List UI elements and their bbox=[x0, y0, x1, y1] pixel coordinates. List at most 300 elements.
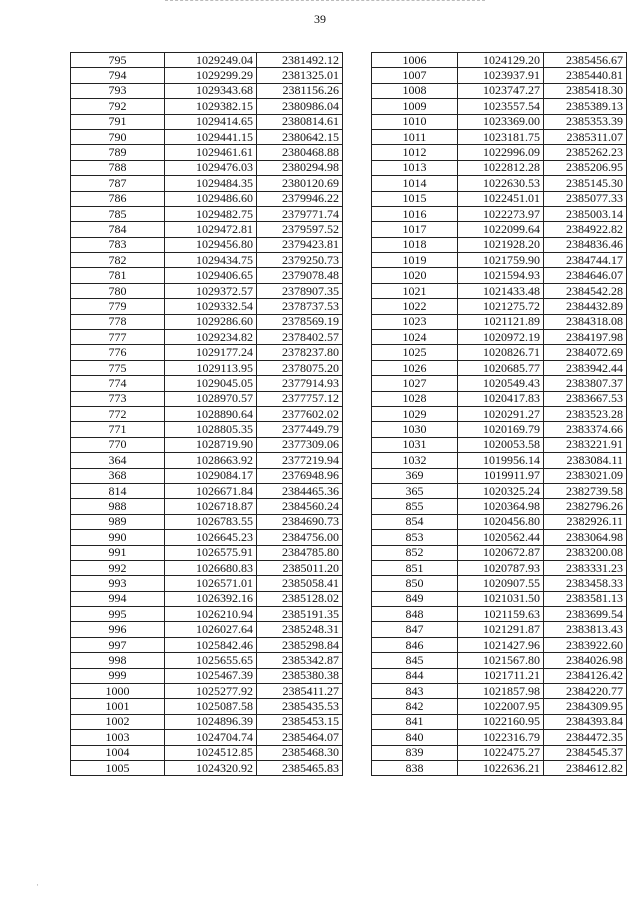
point-number-cell: 1005 bbox=[71, 760, 165, 775]
table-row bbox=[71, 453, 343, 468]
point-number-cell: 844 bbox=[372, 668, 458, 683]
y-coordinate-cell: 2379078.48 bbox=[257, 268, 343, 283]
y-coordinate-cell: 2383221.91 bbox=[544, 437, 627, 452]
table-row bbox=[372, 68, 627, 83]
y-coordinate-cell: 2380294.98 bbox=[257, 160, 343, 175]
table-row bbox=[372, 591, 627, 606]
table-row bbox=[71, 99, 343, 114]
table-row bbox=[372, 299, 627, 314]
table-row bbox=[372, 714, 627, 729]
x-coordinate-cell: 1020787.93 bbox=[458, 560, 544, 575]
x-coordinate-cell: 1029441.15 bbox=[165, 129, 257, 144]
y-coordinate-cell: 2379771.74 bbox=[257, 206, 343, 221]
table-row bbox=[71, 176, 343, 191]
x-coordinate-cell: 1026210.94 bbox=[165, 607, 257, 622]
table-row bbox=[372, 114, 627, 129]
table-row bbox=[71, 68, 343, 83]
y-coordinate-cell: 2384220.77 bbox=[544, 684, 627, 699]
point-number-cell: 1012 bbox=[372, 145, 458, 160]
y-coordinate-cell: 2380986.04 bbox=[257, 99, 343, 114]
point-number-cell: 1006 bbox=[372, 53, 458, 68]
point-number-cell: 778 bbox=[71, 314, 165, 329]
table-row bbox=[71, 145, 343, 160]
table-row bbox=[71, 653, 343, 668]
table-row bbox=[372, 607, 627, 622]
table-row bbox=[71, 129, 343, 144]
table-row bbox=[372, 668, 627, 683]
point-number-cell: 1032 bbox=[372, 453, 458, 468]
point-number-cell: 1011 bbox=[372, 129, 458, 144]
point-number-cell: 850 bbox=[372, 576, 458, 591]
x-coordinate-cell: 1020169.79 bbox=[458, 422, 544, 437]
point-number-cell: 1014 bbox=[372, 176, 458, 191]
table-row bbox=[71, 253, 343, 268]
y-coordinate-cell: 2381156.26 bbox=[257, 83, 343, 98]
table-row bbox=[372, 499, 627, 514]
point-number-cell: 846 bbox=[372, 637, 458, 652]
point-number-cell: 1028 bbox=[372, 391, 458, 406]
point-number-cell: 1019 bbox=[372, 253, 458, 268]
point-number-cell: 776 bbox=[71, 345, 165, 360]
y-coordinate-cell: 2384432.89 bbox=[544, 299, 627, 314]
x-coordinate-cell: 1029299.29 bbox=[165, 68, 257, 83]
x-coordinate-cell: 1021928.20 bbox=[458, 237, 544, 252]
x-coordinate-cell: 1023937.91 bbox=[458, 68, 544, 83]
point-number-cell: 365 bbox=[372, 483, 458, 498]
point-number-cell: 842 bbox=[372, 699, 458, 714]
x-coordinate-cell: 1021857.98 bbox=[458, 684, 544, 699]
table-row bbox=[71, 668, 343, 683]
table-row bbox=[71, 499, 343, 514]
table-row bbox=[372, 745, 627, 760]
x-coordinate-cell: 1025087.58 bbox=[165, 699, 257, 714]
x-coordinate-cell: 1029045.05 bbox=[165, 376, 257, 391]
table-row bbox=[71, 53, 343, 68]
x-coordinate-cell: 1019911.97 bbox=[458, 468, 544, 483]
point-number-cell: 814 bbox=[71, 483, 165, 498]
x-coordinate-cell: 1024704.74 bbox=[165, 730, 257, 745]
table-row bbox=[71, 376, 343, 391]
y-coordinate-cell: 2383813.43 bbox=[544, 622, 627, 637]
x-coordinate-cell: 1022007.95 bbox=[458, 699, 544, 714]
point-number-cell: 1002 bbox=[71, 714, 165, 729]
x-coordinate-cell: 1020826.71 bbox=[458, 345, 544, 360]
x-coordinate-cell: 1028663.92 bbox=[165, 453, 257, 468]
table-row bbox=[372, 530, 627, 545]
point-number-cell: 794 bbox=[71, 68, 165, 83]
x-coordinate-cell: 1029084.17 bbox=[165, 468, 257, 483]
point-number-cell: 1020 bbox=[372, 268, 458, 283]
point-number-cell: 782 bbox=[71, 253, 165, 268]
point-number-cell: 1018 bbox=[372, 237, 458, 252]
y-coordinate-cell: 2384744.17 bbox=[544, 253, 627, 268]
y-coordinate-cell: 2382796.26 bbox=[544, 499, 627, 514]
point-number-cell: 852 bbox=[372, 545, 458, 560]
point-number-cell: 1021 bbox=[372, 283, 458, 298]
x-coordinate-cell: 1028970.57 bbox=[165, 391, 257, 406]
table-row bbox=[71, 160, 343, 175]
table-row bbox=[372, 314, 627, 329]
table-row bbox=[372, 453, 627, 468]
table-row bbox=[71, 607, 343, 622]
x-coordinate-cell: 1022451.01 bbox=[458, 191, 544, 206]
table-row bbox=[71, 468, 343, 483]
point-number-cell: 993 bbox=[71, 576, 165, 591]
y-coordinate-cell: 2385311.07 bbox=[544, 129, 627, 144]
point-number-cell: 841 bbox=[372, 714, 458, 729]
table-row bbox=[372, 268, 627, 283]
table-row bbox=[71, 406, 343, 421]
y-coordinate-cell: 2384472.35 bbox=[544, 730, 627, 745]
table-row bbox=[372, 160, 627, 175]
point-number-cell: 848 bbox=[372, 607, 458, 622]
point-number-cell: 1030 bbox=[372, 422, 458, 437]
point-number-cell: 1022 bbox=[372, 299, 458, 314]
point-number-cell: 989 bbox=[71, 514, 165, 529]
point-number-cell: 1016 bbox=[372, 206, 458, 221]
point-number-cell: 992 bbox=[71, 560, 165, 575]
table-row bbox=[71, 730, 343, 745]
x-coordinate-cell: 1020672.87 bbox=[458, 545, 544, 560]
y-coordinate-cell: 2385411.27 bbox=[257, 684, 343, 699]
x-coordinate-cell: 1029234.82 bbox=[165, 330, 257, 345]
y-coordinate-cell: 2384309.95 bbox=[544, 699, 627, 714]
x-coordinate-cell: 1026027.64 bbox=[165, 622, 257, 637]
table-row bbox=[372, 637, 627, 652]
y-coordinate-cell: 2383807.37 bbox=[544, 376, 627, 391]
x-coordinate-cell: 1029434.75 bbox=[165, 253, 257, 268]
y-coordinate-cell: 2385145.30 bbox=[544, 176, 627, 191]
point-number-cell: 783 bbox=[71, 237, 165, 252]
table-row bbox=[372, 237, 627, 252]
x-coordinate-cell: 1022812.28 bbox=[458, 160, 544, 175]
x-coordinate-cell: 1021759.90 bbox=[458, 253, 544, 268]
x-coordinate-cell: 1029484.35 bbox=[165, 176, 257, 191]
y-coordinate-cell: 2383667.53 bbox=[544, 391, 627, 406]
point-number-cell: 1003 bbox=[71, 730, 165, 745]
table-row bbox=[372, 483, 627, 498]
point-number-cell: 1001 bbox=[71, 699, 165, 714]
table-row bbox=[372, 622, 627, 637]
table-row bbox=[71, 483, 343, 498]
point-number-cell: 777 bbox=[71, 330, 165, 345]
y-coordinate-cell: 2385389.13 bbox=[544, 99, 627, 114]
point-number-cell: 779 bbox=[71, 299, 165, 314]
x-coordinate-cell: 1021159.63 bbox=[458, 607, 544, 622]
y-coordinate-cell: 2384393.84 bbox=[544, 714, 627, 729]
y-coordinate-cell: 2385298.84 bbox=[257, 637, 343, 652]
y-coordinate-cell: 2384545.37 bbox=[544, 745, 627, 760]
x-coordinate-cell: 1028719.90 bbox=[165, 437, 257, 452]
x-coordinate-cell: 1029332.54 bbox=[165, 299, 257, 314]
table-row bbox=[372, 83, 627, 98]
table-row bbox=[372, 222, 627, 237]
table-row bbox=[71, 206, 343, 221]
y-coordinate-cell: 2385011.20 bbox=[257, 560, 343, 575]
x-coordinate-cell: 1025842.46 bbox=[165, 637, 257, 652]
table-row bbox=[372, 330, 627, 345]
y-coordinate-cell: 2380642.15 bbox=[257, 129, 343, 144]
point-number-cell: 843 bbox=[372, 684, 458, 699]
x-coordinate-cell: 1020907.55 bbox=[458, 576, 544, 591]
point-number-cell: 775 bbox=[71, 360, 165, 375]
table-row bbox=[372, 53, 627, 68]
y-coordinate-cell: 2382739.58 bbox=[544, 483, 627, 498]
point-number-cell: 1004 bbox=[71, 745, 165, 760]
point-number-cell: 790 bbox=[71, 129, 165, 144]
x-coordinate-cell: 1026645.23 bbox=[165, 530, 257, 545]
x-coordinate-cell: 1020456.80 bbox=[458, 514, 544, 529]
x-coordinate-cell: 1025655.65 bbox=[165, 653, 257, 668]
y-coordinate-cell: 2383922.60 bbox=[544, 637, 627, 652]
x-coordinate-cell: 1022273.97 bbox=[458, 206, 544, 221]
table-row bbox=[71, 530, 343, 545]
y-coordinate-cell: 2384922.82 bbox=[544, 222, 627, 237]
point-number-cell: 1023 bbox=[372, 314, 458, 329]
y-coordinate-cell: 2378907.35 bbox=[257, 283, 343, 298]
point-number-cell: 988 bbox=[71, 499, 165, 514]
y-coordinate-cell: 2385191.35 bbox=[257, 607, 343, 622]
table-row bbox=[372, 514, 627, 529]
table-row bbox=[71, 714, 343, 729]
x-coordinate-cell: 1021433.48 bbox=[458, 283, 544, 298]
y-coordinate-cell: 2383064.98 bbox=[544, 530, 627, 545]
y-coordinate-cell: 2385418.30 bbox=[544, 83, 627, 98]
table-row bbox=[372, 730, 627, 745]
table-row bbox=[372, 468, 627, 483]
y-coordinate-cell: 2384072.69 bbox=[544, 345, 627, 360]
y-coordinate-cell: 2385465.83 bbox=[257, 760, 343, 775]
point-number-cell: 788 bbox=[71, 160, 165, 175]
x-coordinate-cell: 1026718.87 bbox=[165, 499, 257, 514]
point-number-cell: 780 bbox=[71, 283, 165, 298]
x-coordinate-cell: 1029482.75 bbox=[165, 206, 257, 221]
point-number-cell: 1000 bbox=[71, 684, 165, 699]
x-coordinate-cell: 1022160.95 bbox=[458, 714, 544, 729]
y-coordinate-cell: 2385248.31 bbox=[257, 622, 343, 637]
point-number-cell: 793 bbox=[71, 83, 165, 98]
y-coordinate-cell: 2384197.98 bbox=[544, 330, 627, 345]
table-row bbox=[71, 237, 343, 252]
y-coordinate-cell: 2384756.00 bbox=[257, 530, 343, 545]
y-coordinate-cell: 2384542.28 bbox=[544, 283, 627, 298]
y-coordinate-cell: 2377449.79 bbox=[257, 422, 343, 437]
y-coordinate-cell: 2378402.57 bbox=[257, 330, 343, 345]
point-number-cell: 785 bbox=[71, 206, 165, 221]
y-coordinate-cell: 2383458.33 bbox=[544, 576, 627, 591]
point-number-cell: 1008 bbox=[372, 83, 458, 98]
y-coordinate-cell: 2383581.13 bbox=[544, 591, 627, 606]
table-row bbox=[71, 330, 343, 345]
point-number-cell: 1027 bbox=[372, 376, 458, 391]
y-coordinate-cell: 2384465.36 bbox=[257, 483, 343, 498]
y-coordinate-cell: 2383200.08 bbox=[544, 545, 627, 560]
table-row bbox=[372, 699, 627, 714]
y-coordinate-cell: 2383942.44 bbox=[544, 360, 627, 375]
y-coordinate-cell: 2385003.14 bbox=[544, 206, 627, 221]
x-coordinate-cell: 1021031.50 bbox=[458, 591, 544, 606]
table-row bbox=[372, 391, 627, 406]
point-number-cell: 847 bbox=[372, 622, 458, 637]
point-number-cell: 855 bbox=[372, 499, 458, 514]
x-coordinate-cell: 1021711.21 bbox=[458, 668, 544, 683]
y-coordinate-cell: 2384785.80 bbox=[257, 545, 343, 560]
y-coordinate-cell: 2385456.67 bbox=[544, 53, 627, 68]
table-row bbox=[372, 145, 627, 160]
x-coordinate-cell: 1024896.39 bbox=[165, 714, 257, 729]
table-row bbox=[71, 191, 343, 206]
y-coordinate-cell: 2377309.06 bbox=[257, 437, 343, 452]
y-coordinate-cell: 2382926.11 bbox=[544, 514, 627, 529]
point-number-cell: 772 bbox=[71, 406, 165, 421]
y-coordinate-cell: 2385262.23 bbox=[544, 145, 627, 160]
table-row bbox=[71, 745, 343, 760]
x-coordinate-cell: 1029249.04 bbox=[165, 53, 257, 68]
x-coordinate-cell: 1021275.72 bbox=[458, 299, 544, 314]
y-coordinate-cell: 2384126.42 bbox=[544, 668, 627, 683]
table-row bbox=[71, 560, 343, 575]
y-coordinate-cell: 2384560.24 bbox=[257, 499, 343, 514]
x-coordinate-cell: 1029456.80 bbox=[165, 237, 257, 252]
table-row bbox=[372, 684, 627, 699]
x-coordinate-cell: 1020364.98 bbox=[458, 499, 544, 514]
point-number-cell: 364 bbox=[71, 453, 165, 468]
page-number: 39 bbox=[314, 12, 326, 26]
margin-mark: · bbox=[36, 880, 39, 890]
point-number-cell: 838 bbox=[372, 760, 458, 775]
y-coordinate-cell: 2383084.11 bbox=[544, 453, 627, 468]
table-row bbox=[71, 222, 343, 237]
point-number-cell: 851 bbox=[372, 560, 458, 575]
coordinates-table-right bbox=[371, 52, 627, 776]
point-number-cell: 998 bbox=[71, 653, 165, 668]
table-row bbox=[71, 83, 343, 98]
point-number-cell: 1007 bbox=[372, 68, 458, 83]
table-row bbox=[372, 376, 627, 391]
point-number-cell: 997 bbox=[71, 637, 165, 652]
table-row bbox=[372, 545, 627, 560]
table-row bbox=[71, 345, 343, 360]
table-row bbox=[372, 129, 627, 144]
table-row bbox=[372, 191, 627, 206]
y-coordinate-cell: 2377219.94 bbox=[257, 453, 343, 468]
point-number-cell: 1017 bbox=[372, 222, 458, 237]
y-coordinate-cell: 2385464.07 bbox=[257, 730, 343, 745]
y-coordinate-cell: 2379250.73 bbox=[257, 253, 343, 268]
y-coordinate-cell: 2377602.02 bbox=[257, 406, 343, 421]
y-coordinate-cell: 2377914.93 bbox=[257, 376, 343, 391]
y-coordinate-cell: 2385128.02 bbox=[257, 591, 343, 606]
x-coordinate-cell: 1029472.81 bbox=[165, 222, 257, 237]
point-number-cell: 792 bbox=[71, 99, 165, 114]
point-number-cell: 1010 bbox=[372, 114, 458, 129]
point-number-cell: 369 bbox=[372, 468, 458, 483]
point-number-cell: 1026 bbox=[372, 360, 458, 375]
table-row bbox=[372, 576, 627, 591]
table-row bbox=[372, 437, 627, 452]
y-coordinate-cell: 2384026.98 bbox=[544, 653, 627, 668]
y-coordinate-cell: 2385353.39 bbox=[544, 114, 627, 129]
table-row bbox=[71, 637, 343, 652]
x-coordinate-cell: 1029461.61 bbox=[165, 145, 257, 160]
table-row bbox=[71, 622, 343, 637]
table-row bbox=[71, 268, 343, 283]
x-coordinate-cell: 1029177.24 bbox=[165, 345, 257, 360]
point-number-cell: 994 bbox=[71, 591, 165, 606]
y-coordinate-cell: 2379946.22 bbox=[257, 191, 343, 206]
x-coordinate-cell: 1020417.83 bbox=[458, 391, 544, 406]
table-row bbox=[372, 283, 627, 298]
x-coordinate-cell: 1024320.92 bbox=[165, 760, 257, 775]
table-row bbox=[372, 176, 627, 191]
x-coordinate-cell: 1019956.14 bbox=[458, 453, 544, 468]
x-coordinate-cell: 1024129.20 bbox=[458, 53, 544, 68]
x-coordinate-cell: 1022475.27 bbox=[458, 745, 544, 760]
x-coordinate-cell: 1023181.75 bbox=[458, 129, 544, 144]
y-coordinate-cell: 2385077.33 bbox=[544, 191, 627, 206]
x-coordinate-cell: 1029343.68 bbox=[165, 83, 257, 98]
point-number-cell: 854 bbox=[372, 514, 458, 529]
table-row bbox=[372, 253, 627, 268]
x-coordinate-cell: 1023369.00 bbox=[458, 114, 544, 129]
table-row bbox=[372, 560, 627, 575]
x-coordinate-cell: 1021567.80 bbox=[458, 653, 544, 668]
table-row bbox=[71, 114, 343, 129]
x-coordinate-cell: 1029113.95 bbox=[165, 360, 257, 375]
x-coordinate-cell: 1028805.35 bbox=[165, 422, 257, 437]
point-number-cell: 795 bbox=[71, 53, 165, 68]
table-row bbox=[71, 283, 343, 298]
point-number-cell: 845 bbox=[372, 653, 458, 668]
y-coordinate-cell: 2378075.20 bbox=[257, 360, 343, 375]
table-row bbox=[71, 437, 343, 452]
y-coordinate-cell: 2385058.41 bbox=[257, 576, 343, 591]
x-coordinate-cell: 1029286.60 bbox=[165, 314, 257, 329]
y-coordinate-cell: 2385468.30 bbox=[257, 745, 343, 760]
point-number-cell: 781 bbox=[71, 268, 165, 283]
y-coordinate-cell: 2383374.66 bbox=[544, 422, 627, 437]
x-coordinate-cell: 1026680.83 bbox=[165, 560, 257, 575]
table-row bbox=[71, 314, 343, 329]
x-coordinate-cell: 1021594.93 bbox=[458, 268, 544, 283]
point-number-cell: 995 bbox=[71, 607, 165, 622]
y-coordinate-cell: 2379597.52 bbox=[257, 222, 343, 237]
table-row bbox=[372, 345, 627, 360]
point-number-cell: 996 bbox=[71, 622, 165, 637]
point-number-cell: 1031 bbox=[372, 437, 458, 452]
table-row bbox=[372, 422, 627, 437]
table-row bbox=[71, 422, 343, 437]
point-number-cell: 840 bbox=[372, 730, 458, 745]
x-coordinate-cell: 1026571.01 bbox=[165, 576, 257, 591]
point-number-cell: 849 bbox=[372, 591, 458, 606]
x-coordinate-cell: 1020549.43 bbox=[458, 376, 544, 391]
point-number-cell: 1029 bbox=[372, 406, 458, 421]
x-coordinate-cell: 1021121.89 bbox=[458, 314, 544, 329]
point-number-cell: 786 bbox=[71, 191, 165, 206]
table-row bbox=[372, 406, 627, 421]
point-number-cell: 1009 bbox=[372, 99, 458, 114]
x-coordinate-cell: 1022316.79 bbox=[458, 730, 544, 745]
x-coordinate-cell: 1029476.03 bbox=[165, 160, 257, 175]
x-coordinate-cell: 1020291.27 bbox=[458, 406, 544, 421]
x-coordinate-cell: 1022099.64 bbox=[458, 222, 544, 237]
x-coordinate-cell: 1029486.60 bbox=[165, 191, 257, 206]
point-number-cell: 853 bbox=[372, 530, 458, 545]
point-number-cell: 1013 bbox=[372, 160, 458, 175]
y-coordinate-cell: 2377757.12 bbox=[257, 391, 343, 406]
table-row bbox=[372, 206, 627, 221]
